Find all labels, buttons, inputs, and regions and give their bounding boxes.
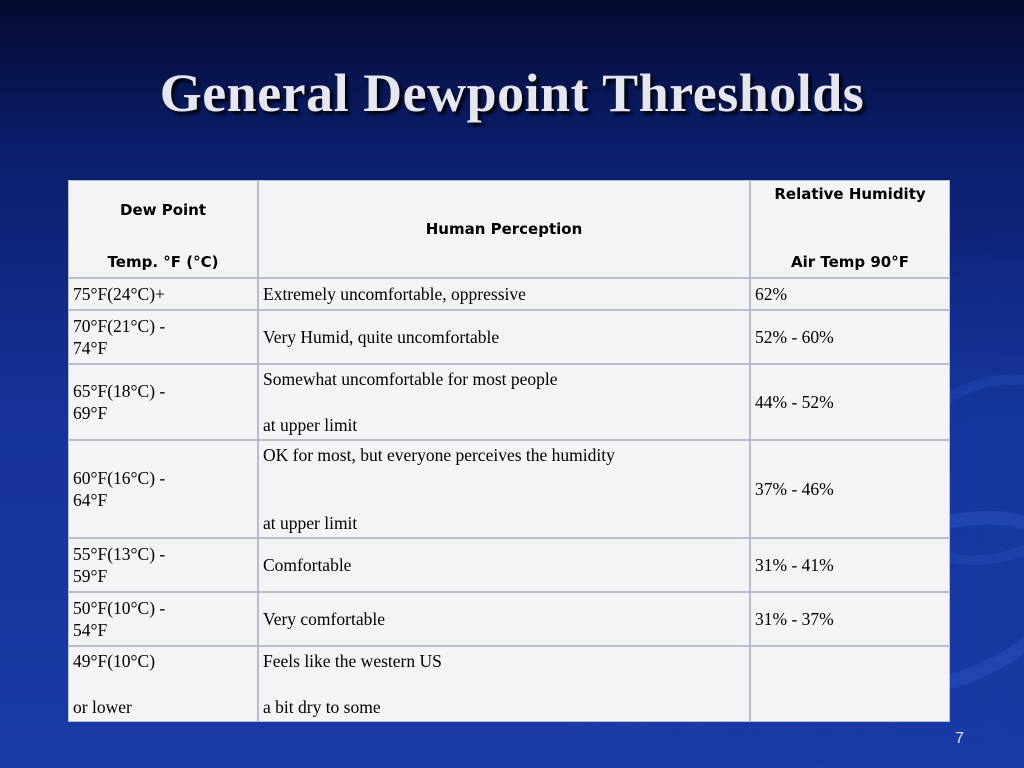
slide-title: General Dewpoint Thresholds bbox=[159, 63, 865, 123]
rh-cell bbox=[751, 647, 949, 721]
dew-point-cell bbox=[69, 441, 259, 537]
header-temp-units: Temp. °F (°C) bbox=[107, 253, 219, 271]
table-row bbox=[69, 647, 949, 721]
header-human-perception bbox=[259, 181, 751, 277]
perception-cell bbox=[259, 441, 751, 537]
rh-cell bbox=[751, 441, 949, 537]
dew-point-cell bbox=[69, 311, 259, 363]
rh-value: 37% - 46% bbox=[755, 479, 834, 499]
dew-point-cell bbox=[69, 647, 259, 721]
perception-cell bbox=[259, 311, 751, 363]
dew-point-value-cont: or lower bbox=[73, 697, 132, 717]
rh-value: 52% - 60% bbox=[755, 327, 834, 347]
dew-point-value: 75°F(24°C)+ bbox=[73, 284, 165, 304]
perception-cell bbox=[259, 365, 751, 439]
header-dew-point bbox=[69, 181, 259, 277]
dew-point-value-cont: 74°F bbox=[73, 338, 108, 358]
rh-cell bbox=[751, 311, 949, 363]
rh-cell bbox=[751, 279, 949, 309]
perception-note: at upper limit bbox=[263, 513, 358, 533]
header-relative-humidity bbox=[751, 181, 949, 277]
dew-point-value: 65°F(18°C) - bbox=[73, 381, 166, 401]
perception-cell bbox=[259, 593, 751, 645]
rh-cell bbox=[751, 365, 949, 439]
dew-point-cell bbox=[69, 593, 259, 645]
dew-point-value-cont: 59°F bbox=[73, 566, 108, 586]
perception-text: Very Humid, quite uncomfortable bbox=[263, 327, 500, 347]
header-dew-point-label: Dew Point bbox=[120, 201, 206, 219]
rh-value: 44% - 52% bbox=[755, 392, 834, 412]
dew-point-cell bbox=[69, 279, 259, 309]
perception-text: Somewhat uncomfortable for most people bbox=[263, 369, 558, 389]
page-number: 7 bbox=[955, 730, 964, 747]
table-row bbox=[69, 593, 949, 647]
dew-point-value-cont: 69°F bbox=[73, 403, 108, 423]
rh-value: 31% - 41% bbox=[755, 555, 834, 575]
table-row bbox=[69, 441, 949, 539]
dew-point-value: 60°F(16°C) - bbox=[73, 468, 166, 488]
perception-text: OK for most, but everyone perceives the humidity bbox=[263, 445, 615, 465]
dew-point-value-cont: 64°F bbox=[73, 490, 108, 510]
header-air-temp: Air Temp 90°F bbox=[791, 253, 909, 271]
dew-point-cell bbox=[69, 365, 259, 439]
dew-point-value: 50°F(10°C) - bbox=[73, 598, 166, 618]
rh-value: 31% - 37% bbox=[755, 609, 834, 629]
dew-point-cell bbox=[69, 539, 259, 591]
dew-point-value: 55°F(13°C) - bbox=[73, 544, 166, 564]
dew-point-value: 70°F(21°C) - bbox=[73, 316, 166, 336]
perception-cell bbox=[259, 647, 751, 721]
perception-cell bbox=[259, 279, 751, 309]
perception-text: Feels like the western US bbox=[263, 651, 442, 671]
table-row bbox=[69, 539, 949, 593]
perception-text: Extremely uncomfortable, oppressive bbox=[263, 284, 526, 304]
dewpoint-table bbox=[68, 180, 950, 722]
perception-cell bbox=[259, 539, 751, 591]
dew-point-value-cont: 54°F bbox=[73, 620, 108, 640]
rh-cell bbox=[751, 593, 949, 645]
table-header-row bbox=[69, 181, 949, 279]
rh-cell bbox=[751, 539, 949, 591]
perception-note: a bit dry to some bbox=[263, 697, 381, 717]
perception-text: Comfortable bbox=[263, 555, 352, 575]
perception-text: Very comfortable bbox=[263, 609, 385, 629]
table-row bbox=[69, 365, 949, 441]
header-rh-label: Relative Humidity bbox=[774, 185, 926, 203]
table-row bbox=[69, 311, 949, 365]
table-row bbox=[69, 279, 949, 311]
rh-value: 62% bbox=[755, 284, 788, 304]
perception-note: at upper limit bbox=[263, 415, 358, 435]
header-human-perception-label: Human Perception bbox=[425, 220, 583, 238]
dew-point-value: 49°F(10°C) bbox=[73, 651, 156, 671]
